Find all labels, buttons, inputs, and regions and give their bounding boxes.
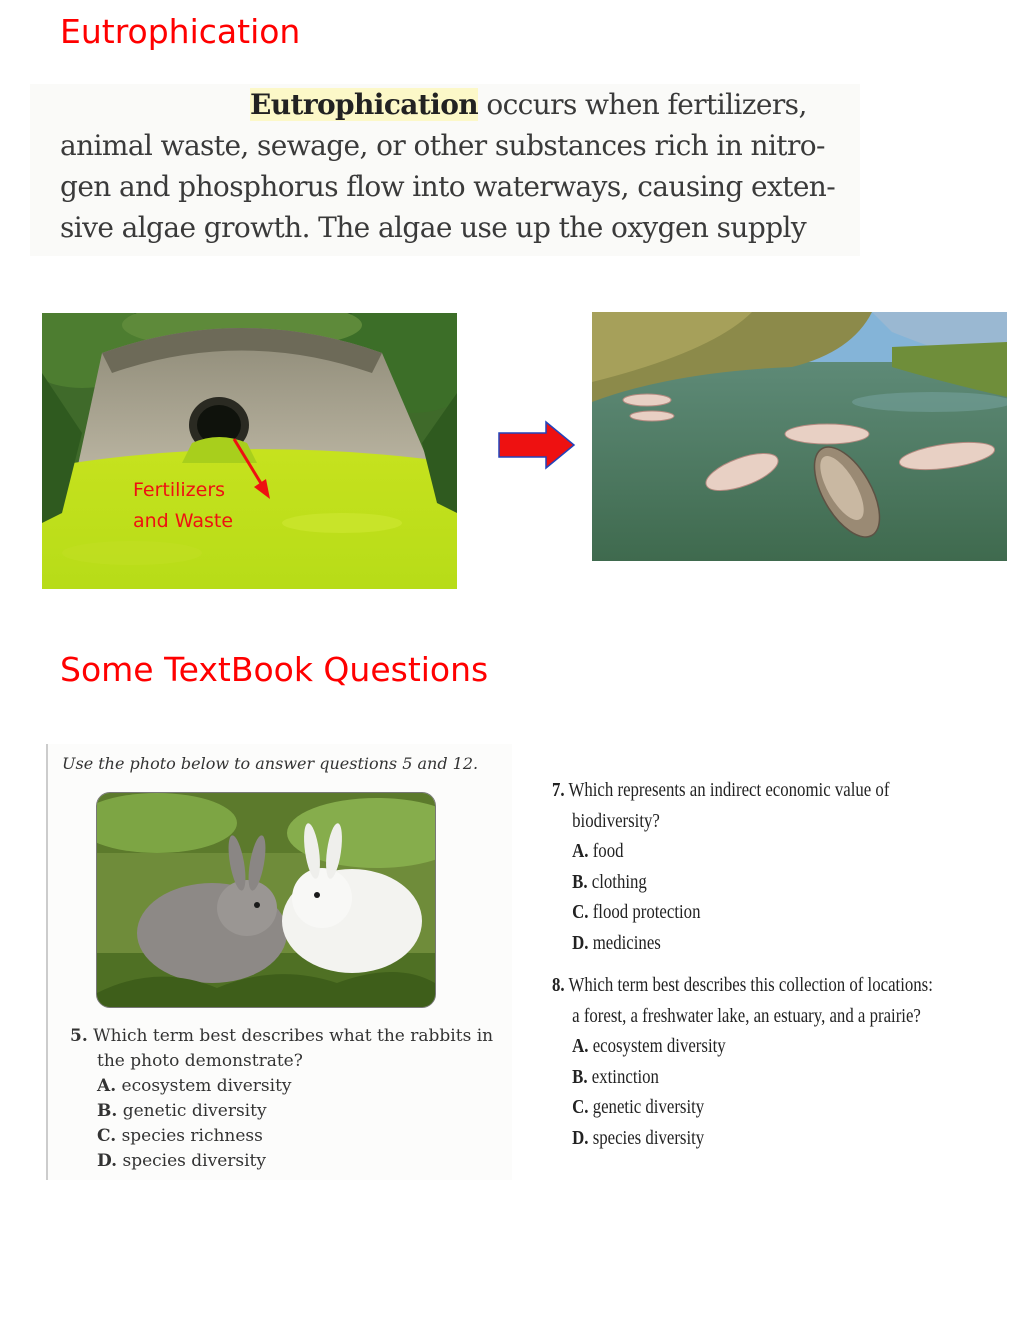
textbook-excerpt bbox=[30, 84, 860, 256]
q7-option: C. flood protection bbox=[572, 901, 701, 923]
q8-number: 8. bbox=[552, 974, 565, 996]
q7-option: D. medicines bbox=[572, 931, 661, 954]
q7-stem-line-2: biodiversity? bbox=[572, 809, 660, 832]
q5-option: A. ecosystem diversity bbox=[97, 1076, 292, 1096]
q7-stem-text-1: Which represents an indirect economic value of bbox=[568, 779, 890, 801]
rabbits-photo bbox=[96, 792, 436, 1008]
q8-stem-line-2: a forest, a freshwater lake, an estuary, and a prairie? bbox=[572, 1004, 921, 1027]
excerpt-line-2: animal waste, sewage, or other substances rich in nitro- bbox=[60, 129, 825, 162]
excerpt-line-3: gen and phosphorus flow into waterways, causing exten- bbox=[60, 170, 836, 203]
question-8 bbox=[552, 970, 933, 1153]
questions-heading: Some TextBook Questions bbox=[60, 650, 489, 689]
photo-caption: Use the photo below to answer questions 5 and 12. bbox=[62, 754, 479, 773]
question-7 bbox=[552, 775, 889, 958]
question-5 bbox=[70, 1024, 493, 1174]
q5-option: B. genetic diversity bbox=[97, 1101, 267, 1121]
highlighted-term: Eutrophication bbox=[250, 88, 479, 121]
page-title: Eutrophication bbox=[60, 12, 301, 51]
label-line-2: and Waste bbox=[133, 510, 234, 532]
q5-stem-line-1 bbox=[70, 1024, 493, 1049]
q5-option: C. species richness bbox=[97, 1126, 263, 1146]
textbook-scan-left bbox=[46, 744, 512, 1180]
q8-option: B. extinction bbox=[572, 1065, 659, 1088]
q7-stem-line-1 bbox=[552, 775, 889, 806]
excerpt-line-1 bbox=[30, 84, 860, 125]
q7-number: 7. bbox=[552, 779, 565, 801]
q5-number: 5. bbox=[70, 1026, 88, 1046]
q5-stem-line-2: the photo demonstrate? bbox=[97, 1051, 303, 1071]
q8-option: D. species diversity bbox=[572, 1126, 705, 1149]
fertilizers-waste-label bbox=[133, 475, 233, 537]
flow-arrow-icon bbox=[228, 433, 278, 505]
q5-option: D. species diversity bbox=[97, 1151, 266, 1171]
q8-option: C. genetic diversity bbox=[572, 1096, 705, 1118]
q8-option: A. ecosystem diversity bbox=[572, 1035, 726, 1057]
q8-stem-text-1: Which term best describes this collection of locations: bbox=[568, 974, 933, 996]
q7-option: A. food bbox=[572, 840, 624, 862]
label-line-1: Fertilizers bbox=[133, 479, 226, 501]
q7-option: B. clothing bbox=[572, 870, 647, 893]
dead-fish-photo bbox=[592, 312, 1007, 561]
result-arrow-icon bbox=[496, 419, 578, 471]
q8-stem-line-1 bbox=[552, 970, 933, 1001]
q5-stem-text-1: Which term best describes what the rabbits in bbox=[93, 1026, 494, 1046]
excerpt-line-1-rest: occurs when fertilizers, bbox=[478, 88, 807, 121]
excerpt-line-4: sive algae growth. The algae use up the oxygen supply bbox=[60, 211, 807, 244]
